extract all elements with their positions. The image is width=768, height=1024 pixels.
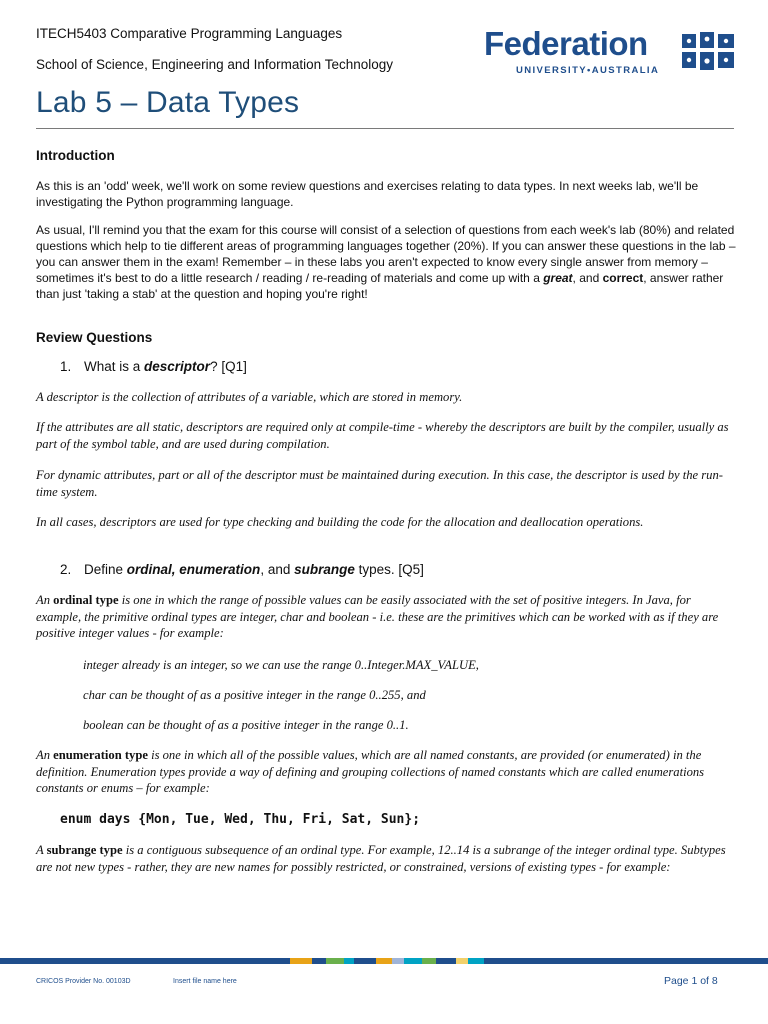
enum-code-example: enum days {Mon, Tue, Wed, Thu, Fri, Sat, Sun}; xyxy=(60,812,421,827)
subrange-type-definition: A subrange type is a contiguous subsequence of an ordinal type. For example, 12..14 is a subrange of the integer ordinal type. Subtypes are not new types - rather, they are new names for possibly restricted, or constrained, versions of existing types - for example: xyxy=(36,843,726,874)
q1-answer-1: A descriptor is the collection of attributes of a variable, which are stored in memory. xyxy=(36,390,463,404)
title-divider xyxy=(36,128,734,129)
ordinal-type-definition: An ordinal type is one in which the range of possible values can be easily associated with the set of positive integers. In Java, for example, the primitive ordinal types are integer, char and boolean - i.e. these are the primitives which can be worked with as if they are positive integer values - for example: xyxy=(36,593,719,640)
footer-color-bar xyxy=(0,958,768,964)
ordinal-example-integer: integer already is an integer, so we can use the range 0..Integer.MAX_VALUE, xyxy=(83,658,479,672)
ordinal-example-char: char can be thought of as a positive integer in the range 0..255, and xyxy=(83,688,426,702)
q1-answer-4: In all cases, descriptors are used for type checking and building the code for the allocation and deallocation operations. xyxy=(36,515,644,529)
term-ordinal-enumeration: ordinal, enumeration xyxy=(126,562,261,577)
page-number: Page 1 of 8 xyxy=(664,975,718,987)
page-title: Lab 5 – Data Types xyxy=(36,86,300,119)
federation-logo xyxy=(484,24,738,76)
enumeration-type-definition: An enumeration type is one in which all of the possible values, which are all named constants, are provided (or enumerated) in the definition. Enumeration types provide a way of defining and grouping collections of named constants which are called enumerations constants or enums – for example: xyxy=(36,748,705,795)
logo-wordmark: Federation xyxy=(484,25,648,62)
review-questions-heading: Review Questions xyxy=(36,330,153,345)
emphasis-great: great xyxy=(543,271,573,285)
q1-answer-3: For dynamic attributes, part or all of the descriptor must be maintained during execution. In this case, the descriptor is used by the run-time system. xyxy=(36,468,723,499)
intro-paragraph-1: As this is an 'odd' week, we'll work on some review questions and exercises relating to data types. In next weeks lab, we'll be investigating the Python programming language. xyxy=(36,179,699,209)
ordinal-example-boolean: boolean can be thought of as a positive integer in the range 0..1. xyxy=(83,718,409,732)
term-subrange: subrange xyxy=(294,562,355,577)
q1-answer-2: If the attributes are all static, descriptors are required only at compile-time - whereby the descriptors are built by the compiler, usually as part of the symbol table, and are used during compilation. xyxy=(36,420,729,451)
intro-paragraph-2: As usual, I'll remind you that the exam for this course will consist of a selection of questions from each week's lab (80%) and related questions which help to tie different areas of programming languages together (20%). If you can answer these questions in the lab – you can answer them in the exam! Remember – in these labs you aren't expected to know every single answer from memory – sometimes it's best to do a little research / reading / re-reading of materials and come up with a great, and correct, answer rather than just 'taking a stab' at the question and hoping you're right! xyxy=(36,223,736,301)
course-title: ITECH5403 Comparative Programming Languages xyxy=(36,26,343,41)
emphasis-correct: correct xyxy=(602,271,644,285)
term-descriptor: descriptor xyxy=(144,359,211,374)
introduction-heading: Introduction xyxy=(36,148,115,163)
question-1: 1. What is a descriptor? [Q1] xyxy=(60,359,247,374)
file-name-placeholder: Insert file name here xyxy=(173,978,237,985)
southern-cross-flag-icon xyxy=(682,28,734,74)
logo-subtitle: UNIVERSITY•AUSTRALIA xyxy=(516,65,660,76)
cricos-provider: CRICOS Provider No. 00103D xyxy=(36,978,131,985)
question-2: 2. Define ordinal, enumeration, and subrange types. [Q5] xyxy=(60,562,424,577)
school-name: School of Science, Engineering and Information Technology xyxy=(36,57,393,72)
